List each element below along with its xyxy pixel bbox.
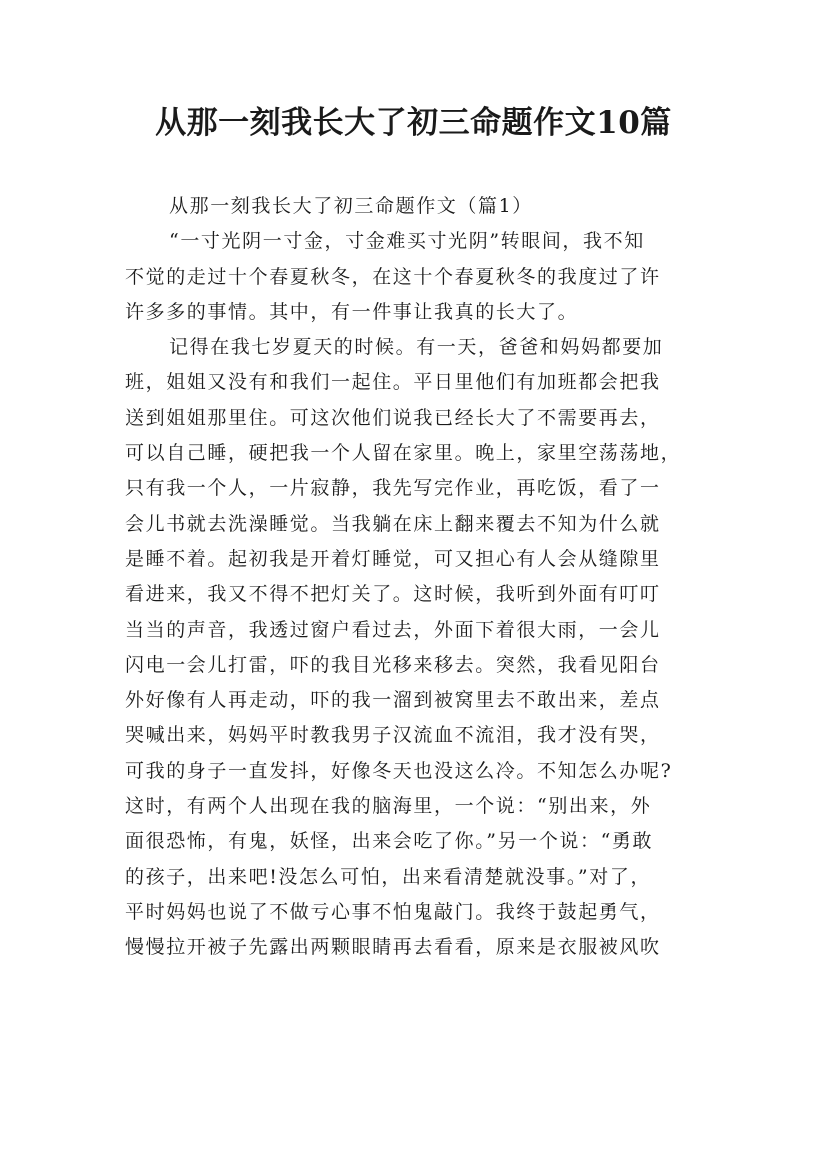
paragraph-line: 许多多的事情。其中，有一件事让我真的长大了。	[125, 300, 579, 323]
paragraph-line: 这时，有两个人出现在我的脑海里，一个说：“别出来，外	[125, 795, 652, 818]
paragraph-line: 闪电一会儿打雷，吓的我目光移来移去。突然，我看见阳台	[125, 653, 661, 676]
paragraph-line: 是睡不着。起初我是开着灯睡觉，可又担心有人会从缝隙里	[125, 547, 661, 570]
paragraph-line: 会儿书就去洗澡睡觉。当我躺在床上翻来覆去不知为什么就	[125, 512, 661, 535]
paragraph-line: 送到姐姐那里住。可这次他们说我已经长大了不需要再去，	[125, 406, 661, 429]
paragraph-line: 外好像有人再走动，吓的我一溜到被窝里去不敢出来，差点	[125, 689, 661, 712]
paragraph-line: 面很恐怖，有鬼，妖怪，出来会吃了你。”另一个说：“勇敢	[125, 830, 654, 853]
paragraph-line: 的孩子，出来吧!没怎么可怕，出来看清楚就没事。”对了，	[125, 865, 652, 888]
paragraph-line: 记得在我七岁夏天的时候。有一天，爸爸和妈妈都要加	[169, 336, 664, 359]
paragraph-line: “一寸光阴一寸金，寸金难买寸光阴”转眼间，我不知	[169, 230, 645, 253]
document-body	[125, 189, 717, 966]
paragraph-line: 哭喊出来，妈妈平时教我男子汉流血不流泪，我才没有哭，	[125, 724, 661, 747]
paragraph-line: 慢慢拉开被子先露出两颗眼睛再去看看，原来是衣服被风吹	[125, 936, 661, 959]
paragraph-line: 看进来，我又不得不把灯关了。这时候，我听到外面有叮叮	[125, 583, 661, 606]
paragraph-line: 平时妈妈也说了不做亏心事不怕鬼敲门。我终于鼓起勇气，	[125, 900, 661, 923]
section-heading: 从那一刻我长大了初三命题作文（篇1）	[169, 195, 533, 217]
paragraph-line: 只有我一个人，一片寂静，我先写完作业，再吃饭，看了一	[125, 477, 661, 500]
paragraph-line: 当当的声音，我透过窗户看过去，外面下着很大雨，一会儿	[125, 618, 661, 641]
paragraph-line: 班，姐姐又没有和我们一起住。平日里他们有加班都会把我	[125, 371, 661, 394]
paragraph-line: 不觉的走过十个春夏秋冬，在这十个春夏秋冬的我度过了许	[125, 265, 661, 288]
paragraph-line: 可我的身子一直发抖，好像冬天也没这么冷。不知怎么办呢?	[125, 759, 673, 782]
paragraph-line: 可以自己睡，硬把我一个人留在家里。晚上，家里空荡荡地，	[125, 442, 682, 465]
document-title: 从那一刻我长大了初三命题作文10篇	[155, 105, 672, 141]
